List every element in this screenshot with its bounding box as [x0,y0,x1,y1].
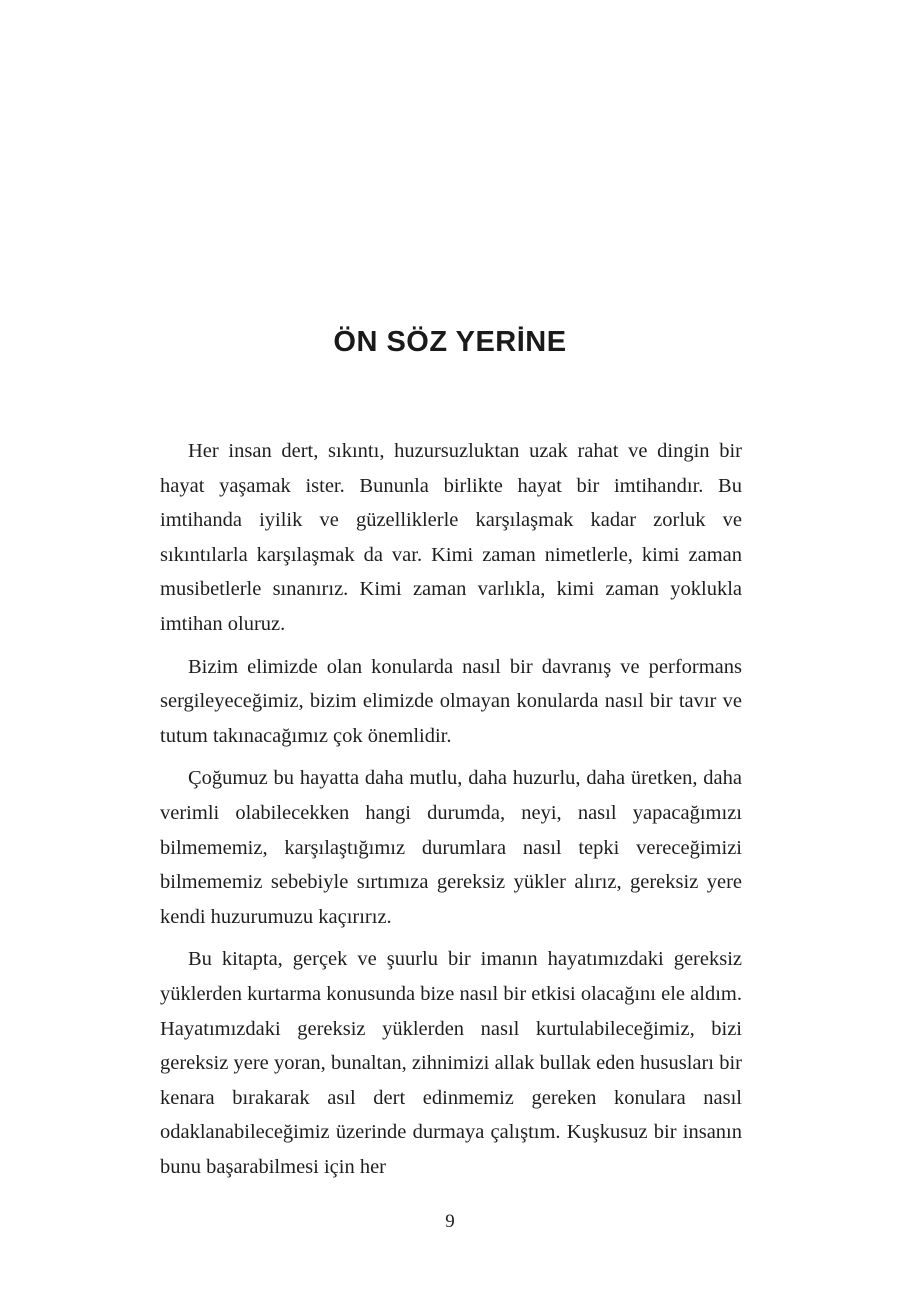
paragraph-4: Bu kitapta, gerçek ve şuurlu bir imanın hayatımızdaki gereksiz yüklerden kurtarma konusunda bize nasıl bir etkisi olacağını ele aldım. Hayatımızdaki gereksiz yüklerden nasıl kurtulabileceğimiz, bizi gereksiz yere yoran, bunaltan, zihnimizi allak bullak eden hususları bir kenara bırakarak asıl dert edinmemiz gereken konulara nasıl odaklanabileceğimiz üzerinde durmaya çalıştım. Kuşkusuz bir insanın bunu başarabilmesi için her [160,948,742,1178]
paragraph-2: Bizim elimizde olan konularda nasıl bir davranış ve performans sergileyeceğimiz, bizim elimizde olmayan konularda nasıl bir tavır ve tutum takınacağımız çok önemlidir. [160,655,742,747]
chapter-title: ÖN SÖZ YERİNE [333,326,567,358]
body-text [160,434,742,1192]
paragraph-1: Her insan dert, sıkıntı, huzursuzluktan uzak rahat ve dingin bir hayat yaşamak ister. Bununla birlikte hayat bir imtihandır. Bu imtihanda iyilik ve güzelliklerle karşılaşmak kadar zorluk ve sıkıntılarla karşılaşmak da var. Kimi zaman nimetlerle, kimi zaman musibetlerle sınanırız. Kimi zaman varlıkla, kimi zaman yoklukla imtihan oluruz. [160,440,742,635]
paragraph-3: Çoğumuz bu hayatta daha mutlu, daha huzurlu, daha üretken, daha verimli olabilecekken hangi durumda, neyi, nasıl yapacağımızı bilmememiz, karşılaştığımız durumlara nasıl tepki vereceğimizi bilmememiz sebebiyle sırtımıza gereksiz yükler alırız, gereksiz yere kendi huzurumuzu kaçırırız. [160,767,742,928]
page-number: 9 [445,1211,455,1232]
